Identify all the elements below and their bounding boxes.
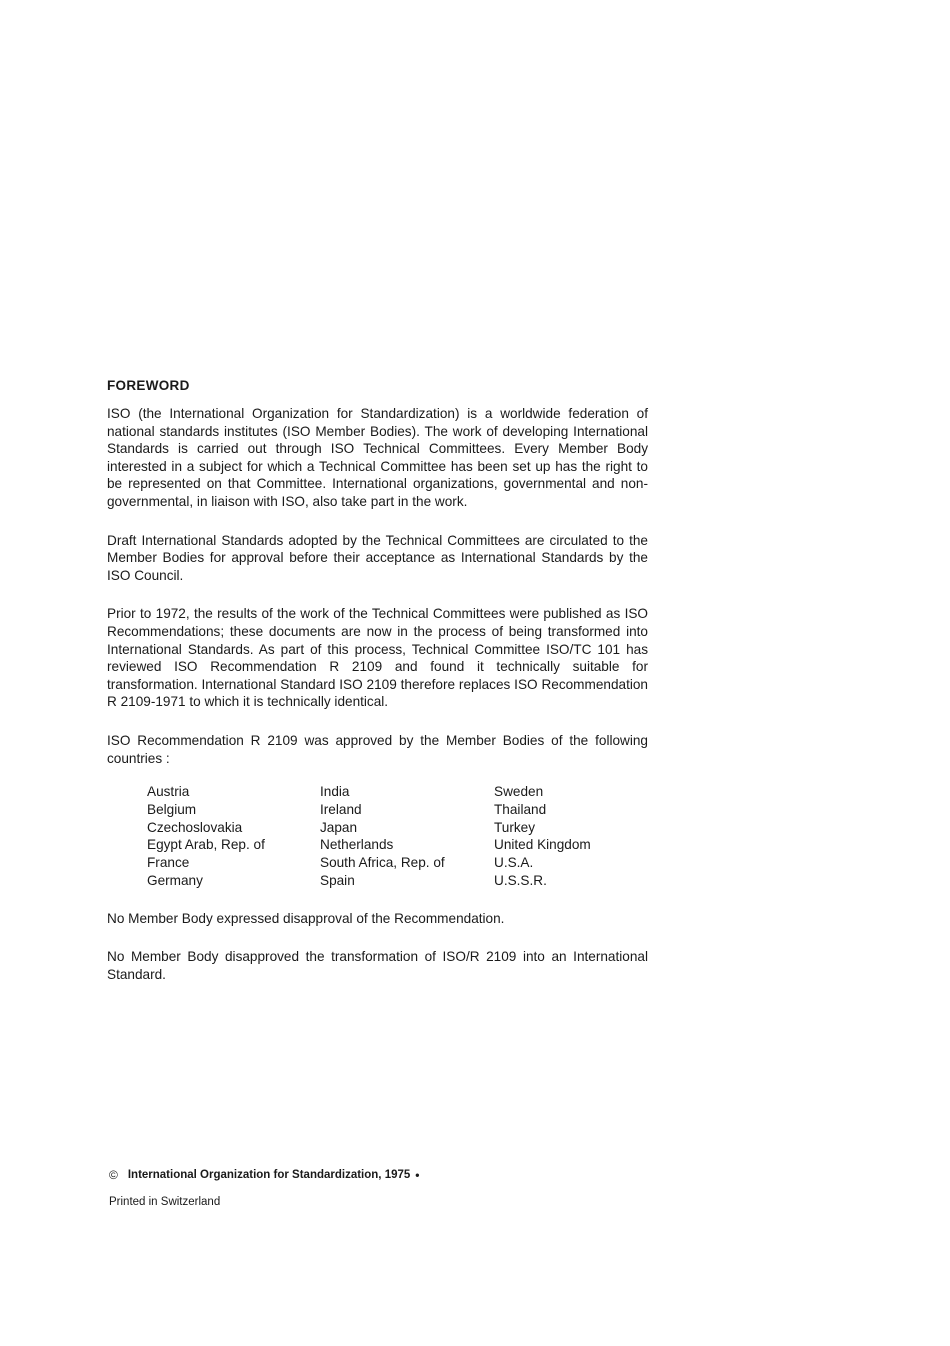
foreword-section: [107, 378, 648, 1005]
country-item: Ireland: [320, 801, 362, 817]
country-item: Netherlands: [320, 837, 394, 853]
paragraph-no-transformation-disapproval: No Member Body disapproved the transformation of ISO/R 2109 into an International Standard.: [107, 949, 648, 983]
paragraph-approval: ISO Recommendation R 2109 was approved by the Member Bodies of the following countries :: [107, 732, 648, 766]
country-item: Thailand: [494, 801, 547, 817]
country-item: Sweden: [494, 784, 544, 800]
countries-column-1: [147, 783, 320, 890]
country-item: United Kingdom: [494, 837, 591, 853]
country-item: U.S.A.: [494, 855, 534, 871]
countries-column-2: [320, 783, 494, 890]
countries-column-3: [494, 783, 654, 890]
foreword-heading: FOREWORD: [107, 378, 190, 393]
country-item: Germany: [147, 873, 203, 889]
country-item: Czechoslovakia: [147, 819, 243, 835]
paragraph-iso-intro: ISO (the International Organization for Standardization) is a worldwide federation of national standards institutes (ISO Member Bodies). The work of developing International Standards is carried out through ISO Technical Committees. Every Member Body interested in a subject for which a Technical Committee has been set up has the right to be represented on that Committee. International organizations, governmental and non-governmental, in liaison with ISO, also take part in the work.: [107, 406, 648, 509]
printed-location: Printed in Switzerland: [109, 1196, 221, 1208]
country-item: Turkey: [494, 819, 536, 835]
paragraph-draft-standards: Draft International Standards adopted by the Technical Committees are circulated to the Member Bodies for approval before their acceptance as International Standards by the ISO Council.: [107, 532, 648, 583]
country-item: Japan: [320, 819, 358, 835]
country-item: Egypt Arab, Rep. of: [147, 837, 265, 853]
countries-list: [147, 783, 648, 890]
country-item: France: [147, 855, 190, 871]
page-footer: [109, 1168, 419, 1208]
copyright-icon: ©: [109, 1168, 118, 1182]
copyright-text: International Organization for Standardization, 1975: [127, 1169, 411, 1181]
country-item: Austria: [147, 784, 190, 800]
copyright-line: [109, 1168, 419, 1182]
bullet-icon: •: [415, 1168, 420, 1182]
country-item: Spain: [320, 873, 355, 889]
country-item: South Africa, Rep. of: [320, 855, 445, 871]
country-item: Belgium: [147, 801, 197, 817]
paragraph-no-disapproval: No Member Body expressed disapproval of the Recommendation.: [107, 910, 505, 926]
country-item: India: [320, 784, 350, 800]
country-item: U.S.S.R.: [494, 873, 547, 889]
paragraph-prior-1972: Prior to 1972, the results of the work of the Technical Committees were published as ISO Recommendations; these documents are now in the process of being transformed into International Standards. As part of this process, Technical Committee ISO/TC 101 has reviewed ISO Recommendation R 2109 and found it technically suitable for transformation. International Standard ISO 2109 therefore replaces ISO Recommendation R 2109-1971 to which it is technically identical.: [107, 606, 648, 710]
